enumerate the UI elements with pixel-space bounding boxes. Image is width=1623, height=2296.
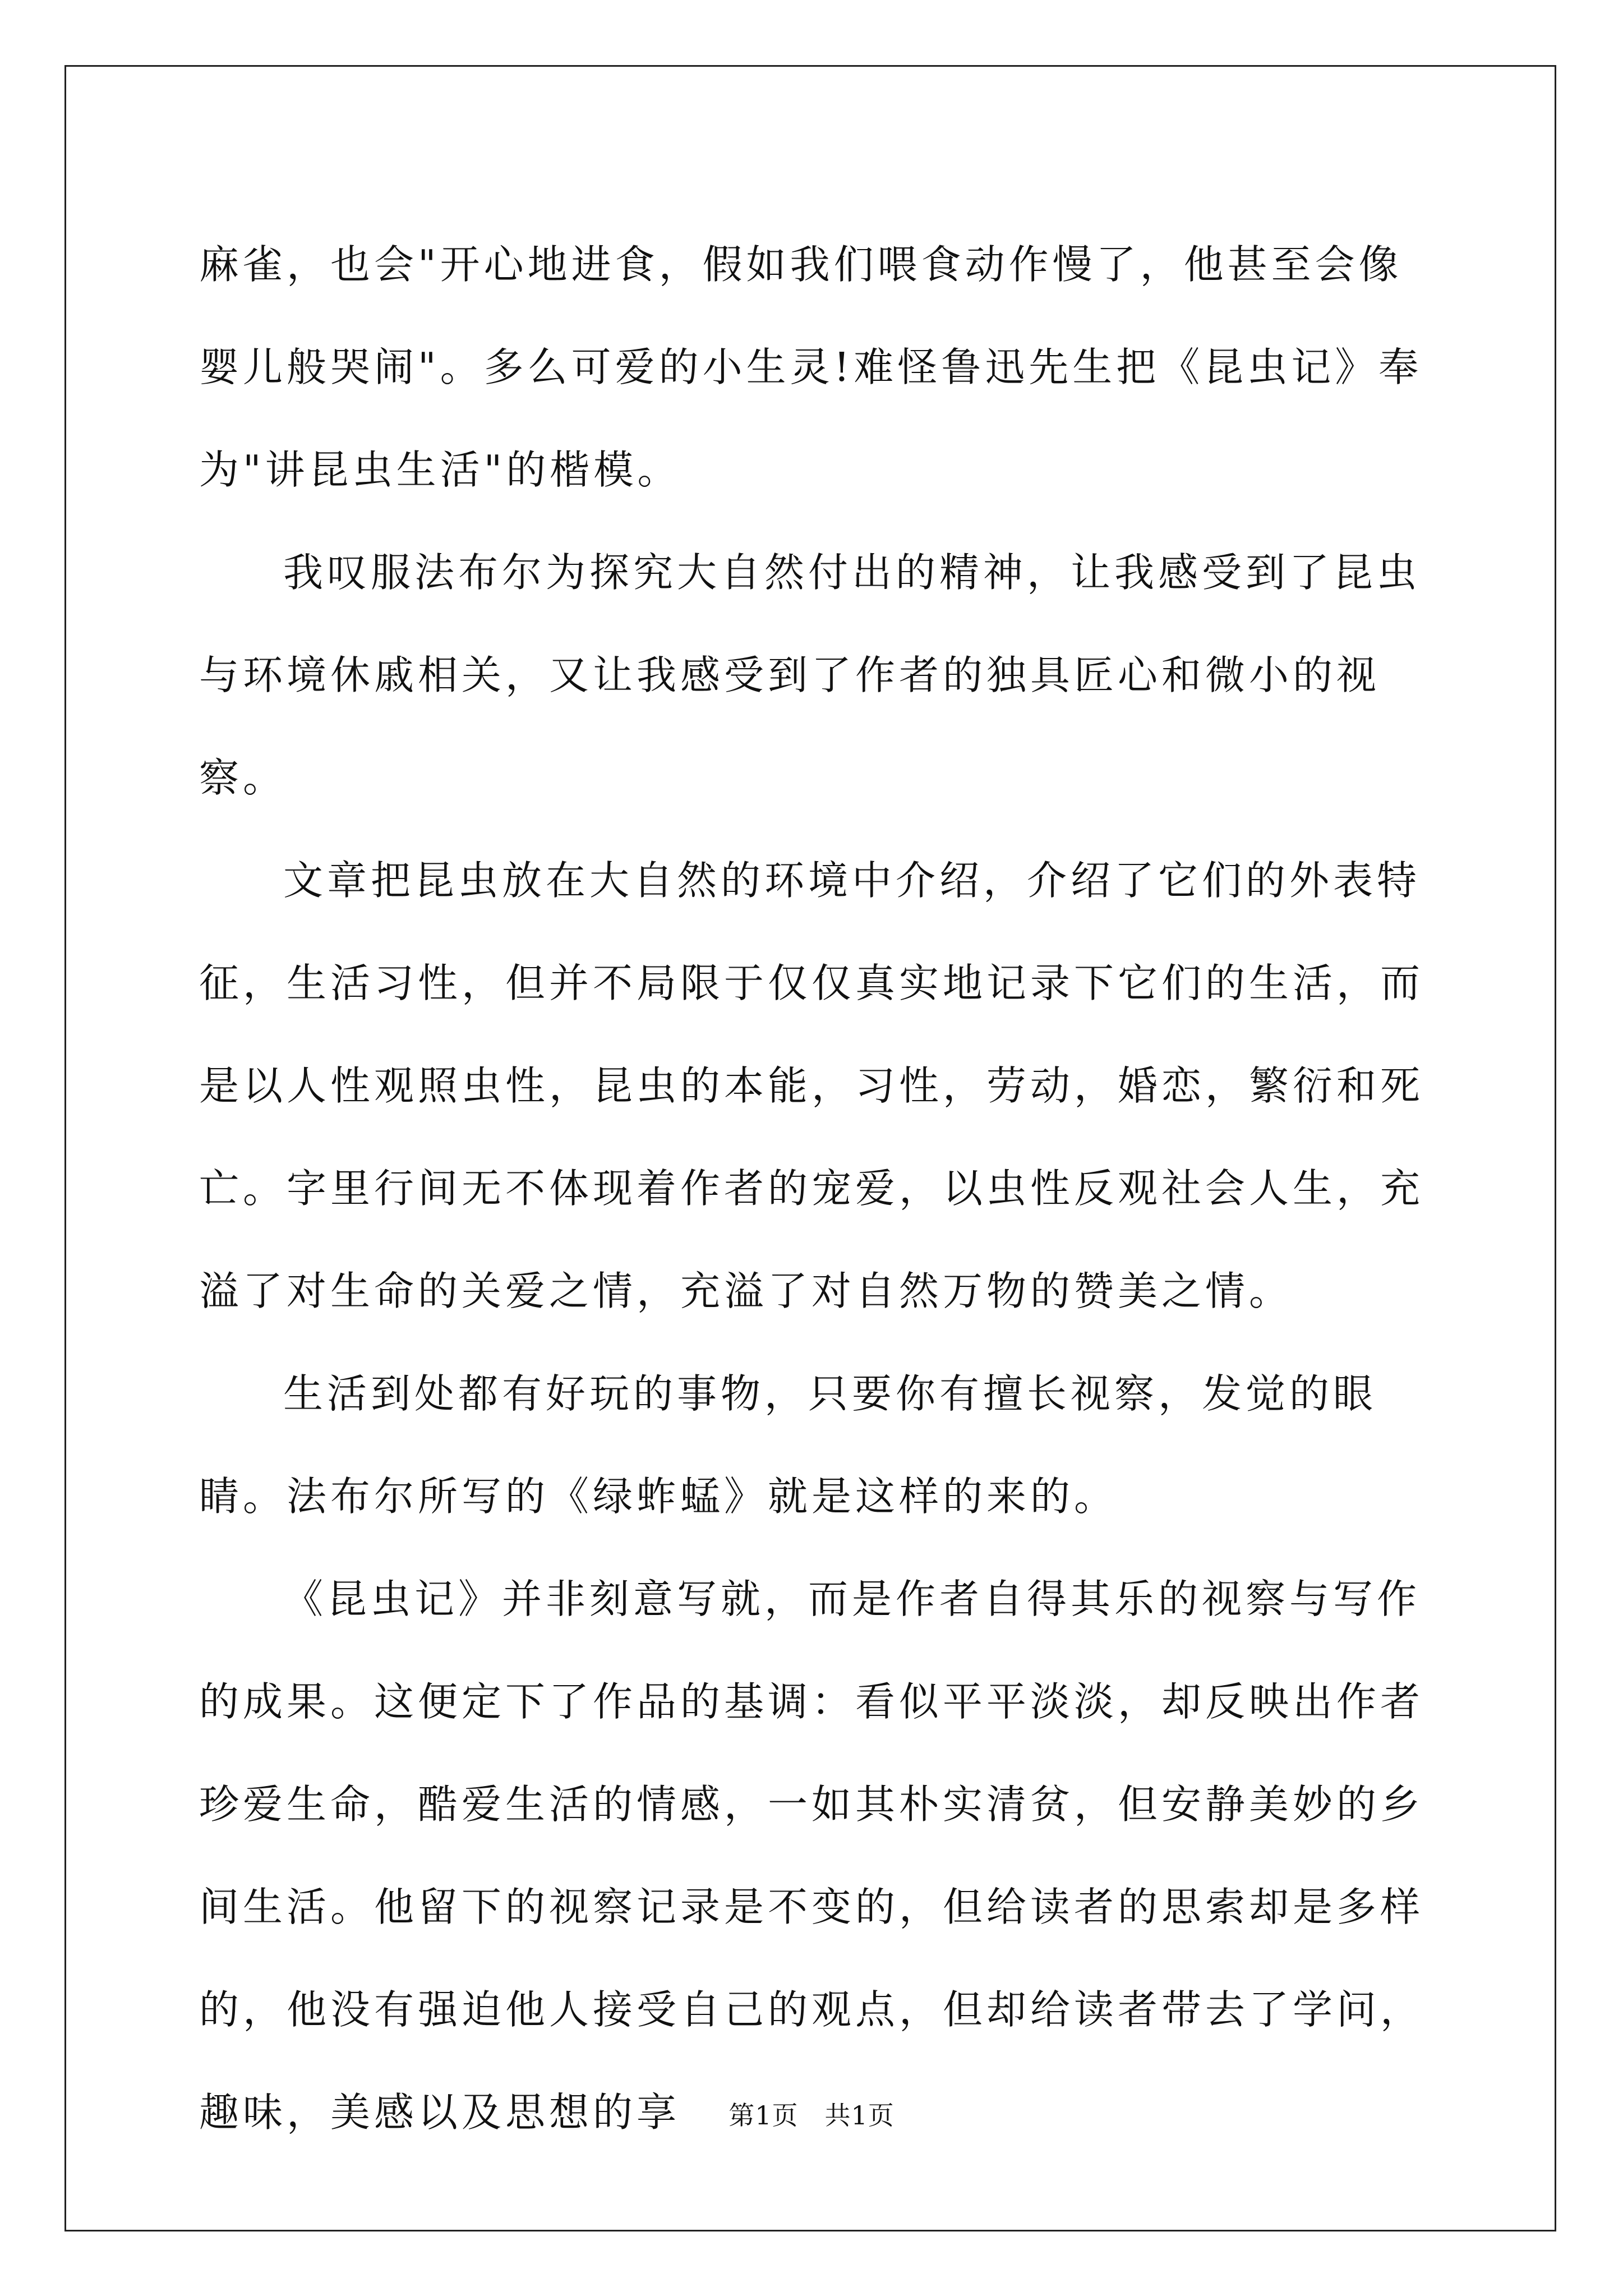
paragraph: 文章把昆虫放在大自然的环境中介绍，介绍了它们的外表特征，生活习性，但并不局限于仅仅真实地记录下它们的生活，而是以人性观照虫性，昆虫的本能，习性，劳动，婚恋，繁衍和死亡。字里行间无不体现着作者的宠爱，以虫性反观社会人生，充溢了对生命的关爱之情，充溢了对自然万物的赞美之情。 xyxy=(199,857,1424,1314)
paragraph: 我叹服法布尔为探究大自然付出的精神，让我感受到了昆虫与环境休戚相关，又让我感受到了作者的独具匠心和微小的视察。 xyxy=(199,549,1421,801)
paragraph: 《昆虫记》并非刻意写就，而是作者自得其乐的视察与写作的成果。这便定下了作品的基调：看似平平淡淡，却反映出作者珍爱生命，酷爱生活的情感，一如其朴实清贫，但安静美妙的乡间生活。他留下的视察记录是不变的，但给读者的思索却是多样的，他没有强迫他人接受自己的观点，但却给读者带去了学问，趣味，美感以及思想的享 xyxy=(199,1576,1424,2136)
page-number-footer: 第1页 共1页 xyxy=(728,2100,895,2131)
paragraph: 生活到处都有好玩的事物，只要你有擅长视察，发觉的眼睛。法布尔所写的《绿蚱蜢》就是这样的来的。 xyxy=(199,1370,1377,1520)
paragraph-continuation: 麻雀，也会"开心地进食，假如我们喂食动作慢了，他甚至会像婴儿般哭闹"。多么可爱的小生灵!难怪鲁迅先生把《昆虫记》奉为"讲昆虫生活"的楷模。 xyxy=(199,241,1423,493)
